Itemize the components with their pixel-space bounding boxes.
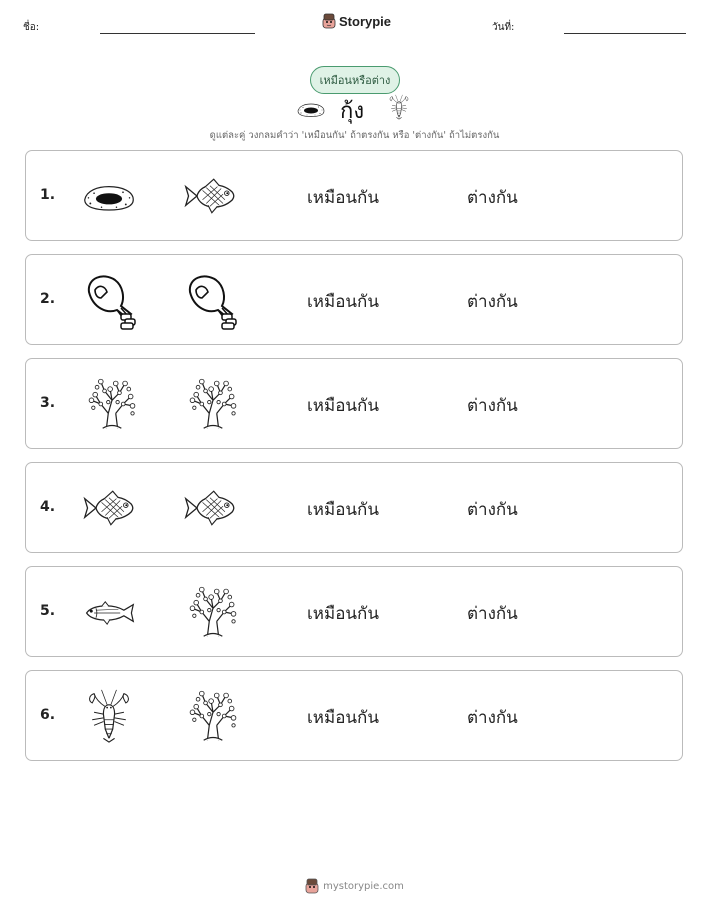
option-same[interactable]: เหมือนกัน: [307, 396, 379, 416]
option-same[interactable]: เหมือนกัน: [307, 188, 379, 208]
date-field-line: [564, 33, 686, 34]
option-different[interactable]: ต่างกัน: [467, 604, 518, 624]
instructions: ดูแต่ละคู่ วงกลมคำว่า 'เหมือนกัน' ถ้าตรงกัน หรือ 'ต่างกัน' ถ้าไม่ตรงกัน: [209, 130, 500, 141]
brand-name: Storypie: [339, 13, 392, 29]
footer-url[interactable]: mystorypie.com: [323, 880, 404, 892]
option-different[interactable]: ต่างกัน: [467, 708, 518, 728]
exercise-number: 3.: [40, 395, 56, 411]
exercise-number: 5.: [40, 603, 56, 619]
title-row: [0, 91, 709, 125]
exercise-card: [25, 358, 683, 449]
option-different[interactable]: ต่างกัน: [467, 292, 518, 312]
option-same[interactable]: เหมือนกัน: [307, 292, 379, 312]
brand-logo: [322, 13, 391, 29]
coral-icon: [81, 379, 137, 429]
storypie-mascot-icon: [322, 13, 336, 29]
claw-icon: [182, 275, 238, 325]
option-different[interactable]: ต่างกัน: [467, 500, 518, 520]
fish-icon: [182, 483, 238, 533]
fish-icon: [182, 171, 238, 221]
exercise-card: [25, 566, 683, 657]
exercise-card: [25, 254, 683, 345]
worksheet-type-badge: เหมือนหรือต่าง: [310, 66, 400, 94]
page-title: กุ้ง: [340, 99, 365, 124]
exercise-number: 4.: [40, 499, 56, 515]
storypie-mascot-icon: [305, 878, 319, 894]
exercise-number: 6.: [40, 707, 56, 723]
lobster-icon: [386, 92, 412, 122]
option-different[interactable]: ต่างกัน: [467, 396, 518, 416]
option-same[interactable]: เหมือนกัน: [307, 708, 379, 728]
exercise-number: 1.: [40, 187, 56, 203]
worksheet-header: [0, 0, 709, 50]
option-same[interactable]: เหมือนกัน: [307, 500, 379, 520]
lobster-icon: [81, 691, 137, 741]
coral-icon: [182, 379, 238, 429]
exercise-card: [25, 670, 683, 761]
name-label: ชื่อ:: [23, 22, 40, 33]
date-label: วันที่:: [492, 22, 515, 33]
option-different[interactable]: ต่างกัน: [467, 188, 518, 208]
coral-icon: [182, 691, 238, 741]
coral-icon: [182, 587, 238, 637]
exercise-number: 2.: [40, 291, 56, 307]
tuna-icon: [81, 587, 137, 637]
fish-icon: [81, 483, 137, 533]
exercise-card: [25, 462, 683, 553]
seabed-icon: [81, 171, 137, 221]
footer: [0, 878, 709, 894]
seabed-icon: [296, 99, 326, 119]
exercise-card: [25, 150, 683, 241]
name-field-line: [100, 33, 255, 34]
option-same[interactable]: เหมือนกัน: [307, 604, 379, 624]
claw-icon: [81, 275, 137, 325]
